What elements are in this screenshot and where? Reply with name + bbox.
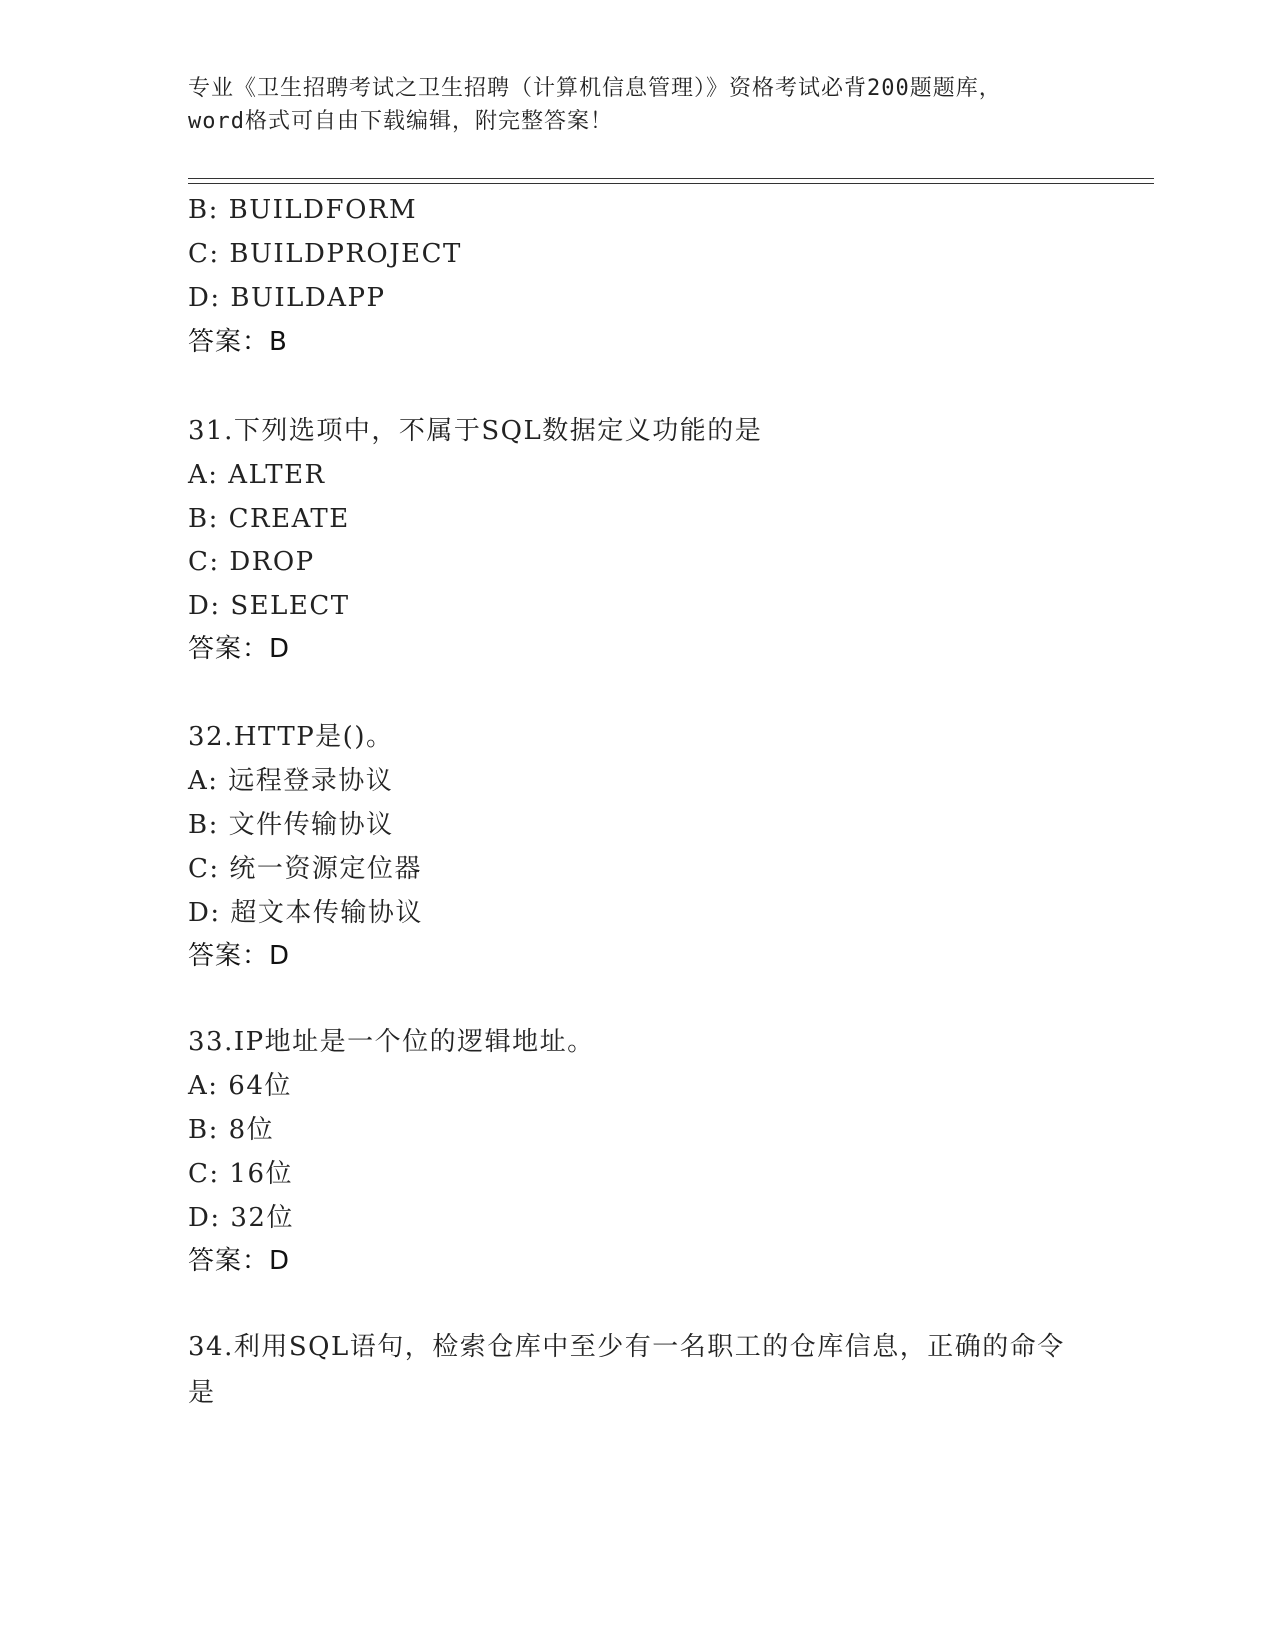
q33-question: 33.IP地址是一个位的逻辑地址。: [188, 1027, 595, 1057]
q30-answer: 答案：B: [188, 327, 288, 357]
q32-option-a: A: 远程登录协议: [188, 766, 394, 796]
header-title-line-2: word格式可自由下载编辑，附完整答案！: [188, 109, 613, 134]
q31-option-d: D: SELECT: [188, 591, 350, 621]
header-divider-bottom: [188, 183, 1154, 184]
header-title-line-1: 专业《卫生招聘考试之卫生招聘（计算机信息管理）》资格考试必背200题题库，: [188, 76, 1002, 101]
q32-option-c: C: 统一资源定位器: [188, 854, 422, 884]
q34-question: 34.利用SQL语句，检索仓库中至少有一名职工的仓库信息，正确的命令是: [188, 1332, 1065, 1408]
header-divider-top: [188, 178, 1154, 179]
q31-option-a: A: ALTER: [188, 460, 326, 490]
q30-option-c: C: BUILDPROJECT: [188, 239, 462, 269]
q33-answer: 答案：D: [188, 1246, 291, 1276]
q33-option-a: A: 64位: [188, 1071, 292, 1101]
q31-option-c: C: DROP: [188, 547, 315, 577]
q31-option-b: B: CREATE: [188, 504, 350, 534]
document-header: [188, 72, 1088, 138]
q33-option-c: C: 16位: [188, 1159, 294, 1189]
q31-question: 31.下列选项中，不属于SQL数据定义功能的是: [188, 416, 763, 446]
q32-option-d: D: 超文本传输协议: [188, 898, 423, 928]
q32-question: 32.HTTP是()。: [188, 722, 394, 752]
q33-option-b: B: 8位: [188, 1115, 275, 1145]
q33-option-d: D: 32位: [188, 1203, 294, 1233]
q30-option-d: D: BUILDAPP: [188, 283, 386, 313]
q30-option-b: B: BUILDFORM: [188, 195, 418, 225]
q32-option-b: B: 文件传输协议: [188, 810, 394, 840]
q32-answer: 答案：D: [188, 941, 291, 971]
q31-answer: 答案：D: [188, 634, 291, 664]
